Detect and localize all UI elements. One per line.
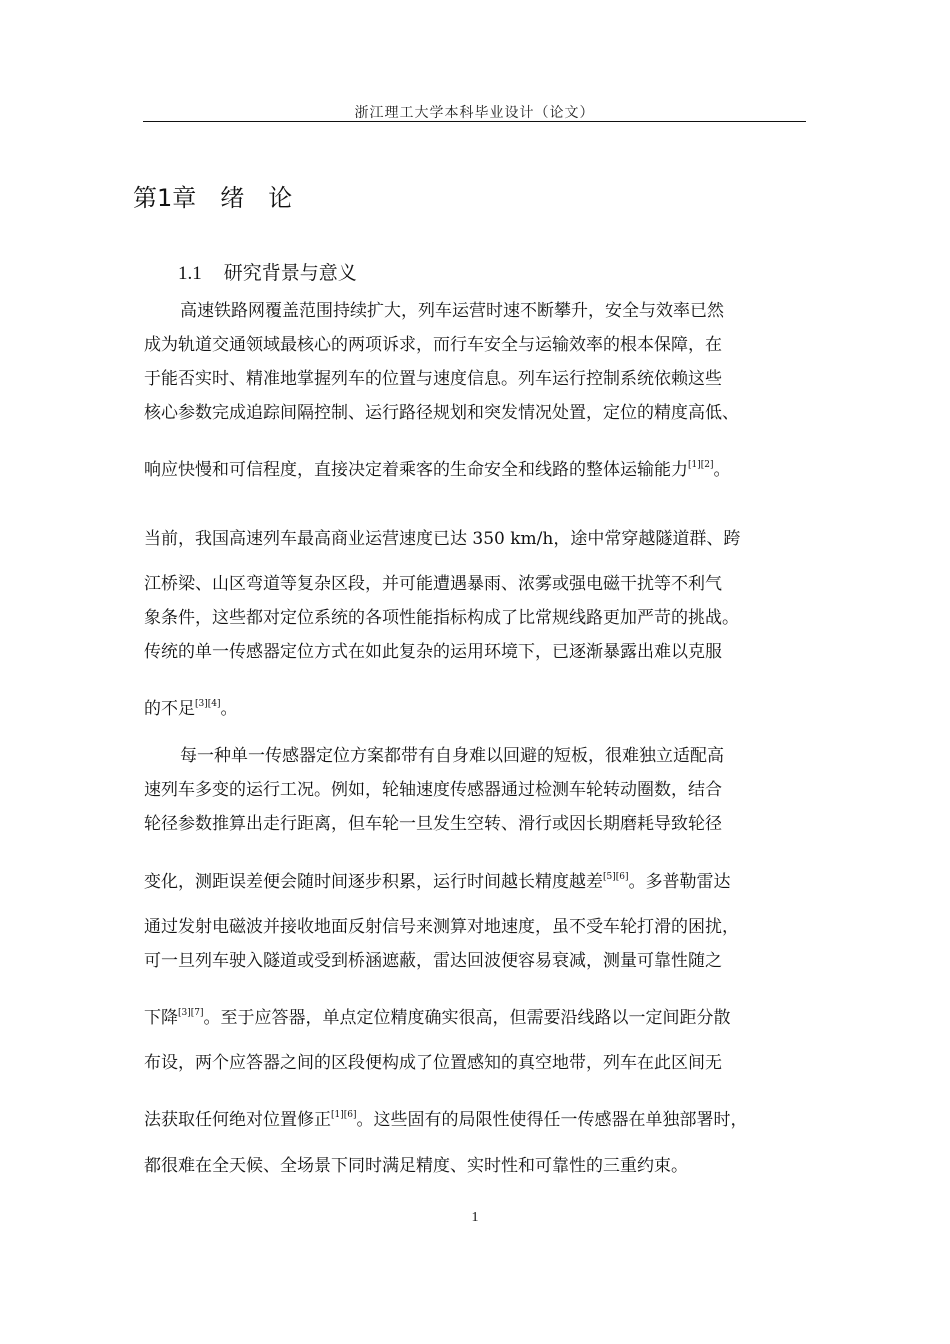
text-line: 传统的单一传感器定位方式在如此复杂的运用环境下，已逐渐暴露出难以克服 [144,642,722,662]
section-number: 1.1 [178,263,202,284]
page-number: 1 [471,1210,479,1225]
text-line: 变化，测距误差便会随时间逐步积累，运行时间越长精度越差[5][6]。多普勒雷达 [144,872,731,892]
text-line: 高速铁路网覆盖范围持续扩大，列车运营时速不断攀升，安全与效率已然 [180,301,724,321]
text-line: 轮径参数推算出走行距离，但车轮一旦发生空转、滑行或因长期磨耗导致轮径 [144,814,722,834]
text-line: 象条件，这些都对定位系统的各项性能指标构成了比常规线路更加严苛的挑战。 [144,608,739,628]
text-line: 可一旦列车驶入隧道或受到桥涵遮蔽，雷达回波便容易衰减，测量可靠性随之 [144,951,722,971]
citation: [1][2] [688,460,714,470]
citation: [3][7] [178,1008,204,1018]
text-line: 于能否实时、精准地掌握列车的位置与速度信息。列车运行控制系统依赖这些 [144,369,722,389]
text-line: 法获取任何绝对位置修正[1][6]。这些固有的局限性使得任一传感器在单独部署时， [144,1110,748,1130]
text-line: 成为轨道交通领域最核心的两项诉求，而行车安全与运输效率的根本保障，在 [144,335,722,355]
citation: [1][6] [331,1110,357,1120]
text-line: 布设，两个应答器之间的区段便构成了位置感知的真空地带，列车在此区间无 [144,1053,722,1073]
text-line: 通过发射电磁波并接收地面反射信号来测算对地速度，虽不受车轮打滑的困扰， [144,917,739,937]
citation: [3][4] [195,699,221,709]
header-divider [143,121,806,122]
text-line: 响应快慢和可信程度，直接决定着乘客的生命安全和线路的整体运输能力[1][2]。 [144,460,731,480]
page-header-title: 浙江理工大学本科毕业设计（论文） [354,105,595,121]
text-line: 速列车多变的运行工况。例如，轮轴速度传感器通过检测车轮转动圈数，结合 [144,780,722,800]
chapter-title: 第1章 绪 论 [133,184,293,212]
section-title: 研究背景与意义 [223,262,357,284]
text-line: 下降[3][7]。至于应答器，单点定位精度确实很高，但需要沿线路以一定间距分散 [144,1008,731,1028]
text-line: 每一种单一传感器定位方案都带有自身难以回避的短板，很难独立适配高 [180,746,724,766]
text-line: 都很难在全天候、全场景下同时满足精度、实时性和可靠性的三重约束。 [144,1156,688,1176]
text-line: 的不足[3][4]。 [144,699,238,719]
text-line: 核心参数完成追踪间隔控制、运行路径规划和突发情况处置，定位的精度高低、 [144,403,739,423]
text-line: 当前，我国高速列车最高商业运营速度已达 350 km/h，途中常穿越隧道群、跨 [144,529,741,549]
section-heading [178,258,357,285]
text-line: 江桥梁、山区弯道等复杂区段，并可能遭遇暴雨、浓雾或强电磁干扰等不利气 [144,574,722,594]
citation: [5][6] [603,872,629,882]
